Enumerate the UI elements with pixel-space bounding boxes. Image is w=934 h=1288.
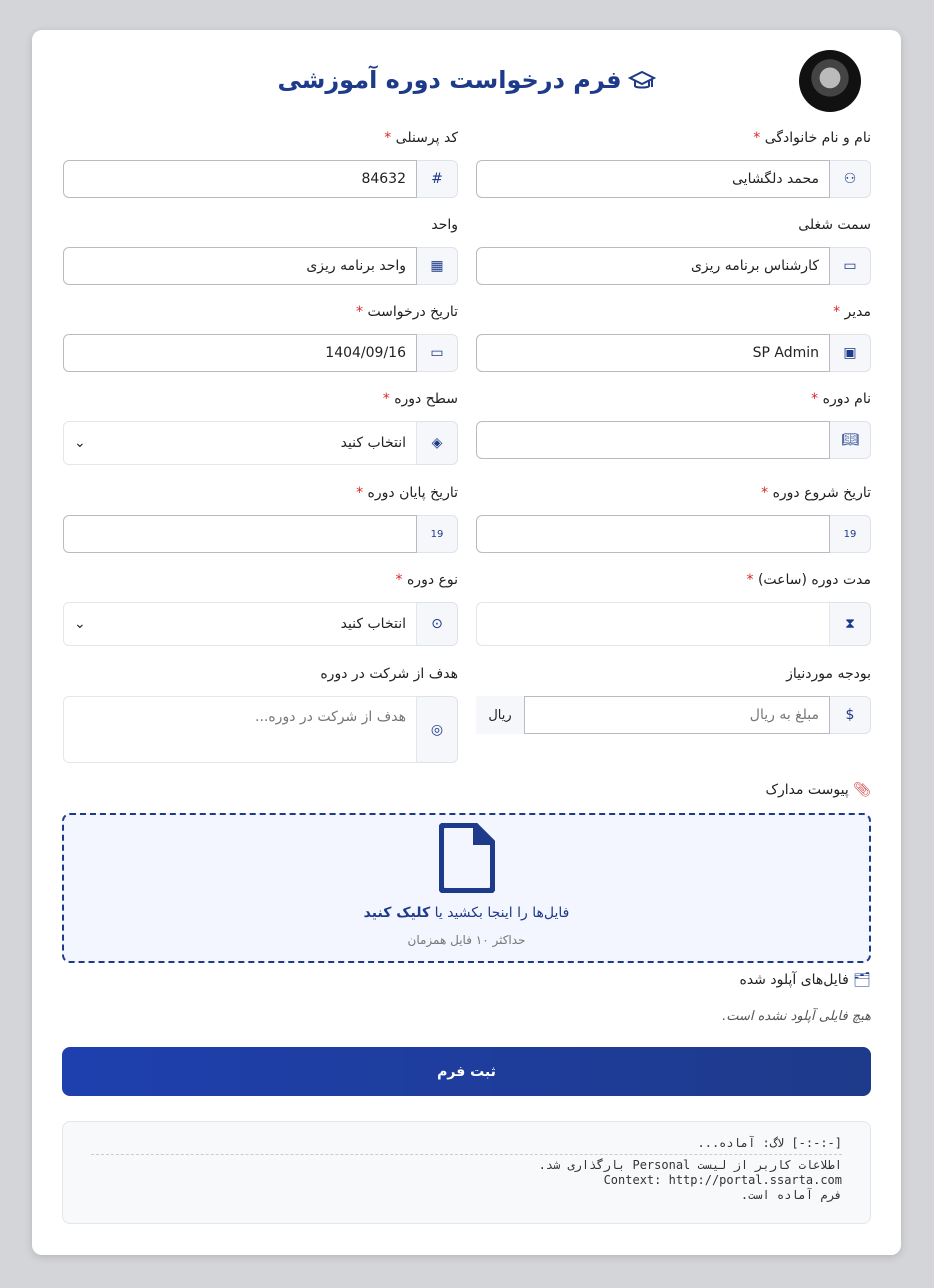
budget-field bbox=[476, 666, 871, 766]
page-title: فرم درخواست دوره آموزشی bbox=[32, 66, 901, 94]
unit-label: واحد bbox=[431, 217, 458, 233]
end-label: تاریخ پایان دوره bbox=[367, 485, 458, 501]
calendar-icon: ▭ bbox=[417, 334, 458, 372]
calendar-icon: 19 bbox=[417, 515, 458, 553]
dollar-icon: $ bbox=[830, 696, 871, 734]
course-label: نام دوره bbox=[822, 391, 871, 407]
user-icon: ⚇ bbox=[830, 160, 871, 198]
log-header: [-:-:-] لاگ: آماده... bbox=[91, 1136, 842, 1155]
building-icon: ▦ bbox=[417, 247, 458, 285]
required-mark: * bbox=[382, 391, 390, 407]
manager-input[interactable]: SP Admin bbox=[476, 334, 830, 372]
click-to-upload-link[interactable]: کلیک کنید bbox=[363, 905, 431, 921]
layers-icon: ◈ bbox=[417, 421, 458, 465]
name-input[interactable]: محمد دلگشایی bbox=[476, 160, 830, 198]
required-mark: * bbox=[746, 572, 754, 588]
date-field bbox=[63, 304, 458, 391]
calendar-icon: 19 bbox=[830, 515, 871, 553]
unit-input[interactable]: واحد برنامه ریزی bbox=[63, 247, 417, 285]
no-files-message: هیچ فایلی آپلود نشده است. bbox=[722, 1009, 871, 1024]
code-field bbox=[63, 130, 458, 217]
code-input[interactable]: 84632 bbox=[63, 160, 417, 198]
date-input[interactable]: 1404/09/16 bbox=[63, 334, 417, 372]
course-field bbox=[476, 391, 871, 485]
level-value: انتخاب کنید bbox=[340, 435, 406, 451]
goal-field bbox=[63, 666, 458, 766]
position-field bbox=[476, 217, 871, 304]
budget-placeholder: مبلغ به ریال bbox=[749, 707, 819, 723]
budget-label: بودجه موردنیاز bbox=[786, 666, 871, 682]
type-select[interactable] bbox=[63, 602, 417, 646]
manager-label: مدیر bbox=[844, 304, 871, 320]
end-field bbox=[63, 485, 458, 572]
goal-label: هدف از شرکت در دوره bbox=[320, 666, 458, 682]
log-line: اطلاعات کاربر از لیست Personal بارگذاری شد. bbox=[538, 1158, 842, 1172]
course-input[interactable] bbox=[476, 421, 830, 459]
manager-field bbox=[476, 304, 871, 391]
briefcase-icon: ▭ bbox=[830, 247, 871, 285]
goal-placeholder: هدف از شرکت در دوره... bbox=[255, 709, 406, 725]
level-field bbox=[63, 391, 458, 485]
duration-field bbox=[476, 572, 871, 666]
duration-label: مدت دوره (ساعت) bbox=[757, 572, 871, 588]
upload-hint: حداکثر ۱۰ فایل همزمان bbox=[407, 933, 526, 947]
required-mark: * bbox=[761, 485, 769, 501]
position-input[interactable]: کارشناس برنامه ریزی bbox=[476, 247, 830, 285]
attachments-label bbox=[765, 782, 871, 798]
type-value: انتخاب کنید bbox=[340, 616, 406, 632]
target-icon: ◎ bbox=[417, 696, 458, 763]
type-field bbox=[63, 572, 458, 666]
file-icon bbox=[439, 823, 495, 893]
level-select[interactable] bbox=[63, 421, 417, 465]
start-label: تاریخ شروع دوره bbox=[772, 485, 871, 501]
book-icon: 📖︎ bbox=[830, 421, 871, 459]
date-label: تاریخ درخواست bbox=[367, 304, 458, 320]
chevron-down-icon: ⌄ bbox=[74, 616, 86, 632]
start-date-input[interactable] bbox=[476, 515, 830, 553]
required-mark: * bbox=[753, 130, 761, 146]
required-mark: * bbox=[833, 304, 841, 320]
hash-icon: # bbox=[417, 160, 458, 198]
hourglass-icon: ⧗ bbox=[830, 602, 871, 646]
required-mark: * bbox=[811, 391, 819, 407]
log-panel bbox=[62, 1121, 871, 1224]
level-label: سطح دوره bbox=[394, 391, 458, 407]
chevron-down-icon: ⌄ bbox=[74, 435, 86, 451]
currency-unit: ریال bbox=[476, 696, 524, 734]
folder-icon: 🗂︎ bbox=[853, 972, 871, 988]
name-label: نام و نام خانوادگی bbox=[764, 130, 871, 146]
position-label: سمت شغلی bbox=[798, 217, 871, 233]
required-mark: * bbox=[356, 485, 364, 501]
paperclip-icon: 📎︎ bbox=[853, 782, 871, 798]
log-line: فرم آماده است. bbox=[740, 1188, 842, 1202]
required-mark: * bbox=[355, 304, 363, 320]
uploaded-files-label bbox=[740, 972, 872, 988]
unit-field bbox=[63, 217, 458, 304]
code-label: کد پرسنلی bbox=[395, 130, 458, 146]
log-line: Context: http://portal.ssarta.com bbox=[603, 1173, 842, 1187]
id-badge-icon: ▣ bbox=[830, 334, 871, 372]
attachments-title: پیوست مدارک bbox=[765, 782, 849, 798]
goal-textarea[interactable] bbox=[63, 696, 417, 763]
required-mark: * bbox=[384, 130, 392, 146]
budget-input[interactable] bbox=[524, 696, 830, 734]
required-mark: * bbox=[395, 572, 403, 588]
submit-button[interactable]: ثبت فرم bbox=[62, 1047, 871, 1096]
name-field bbox=[476, 130, 871, 217]
type-label: نوع دوره bbox=[406, 572, 458, 588]
end-date-input[interactable] bbox=[63, 515, 417, 553]
uploaded-title: فایل‌های آپلود شده bbox=[739, 972, 849, 988]
form-card bbox=[32, 30, 901, 1255]
duration-input[interactable] bbox=[476, 602, 830, 646]
graduation-cap-icon bbox=[628, 69, 656, 93]
play-circle-icon: ⊙ bbox=[417, 602, 458, 646]
start-field bbox=[476, 485, 871, 572]
drop-text: فایل‌ها را اینجا بکشید یا bbox=[434, 905, 570, 921]
file-dropzone[interactable] bbox=[62, 813, 871, 963]
